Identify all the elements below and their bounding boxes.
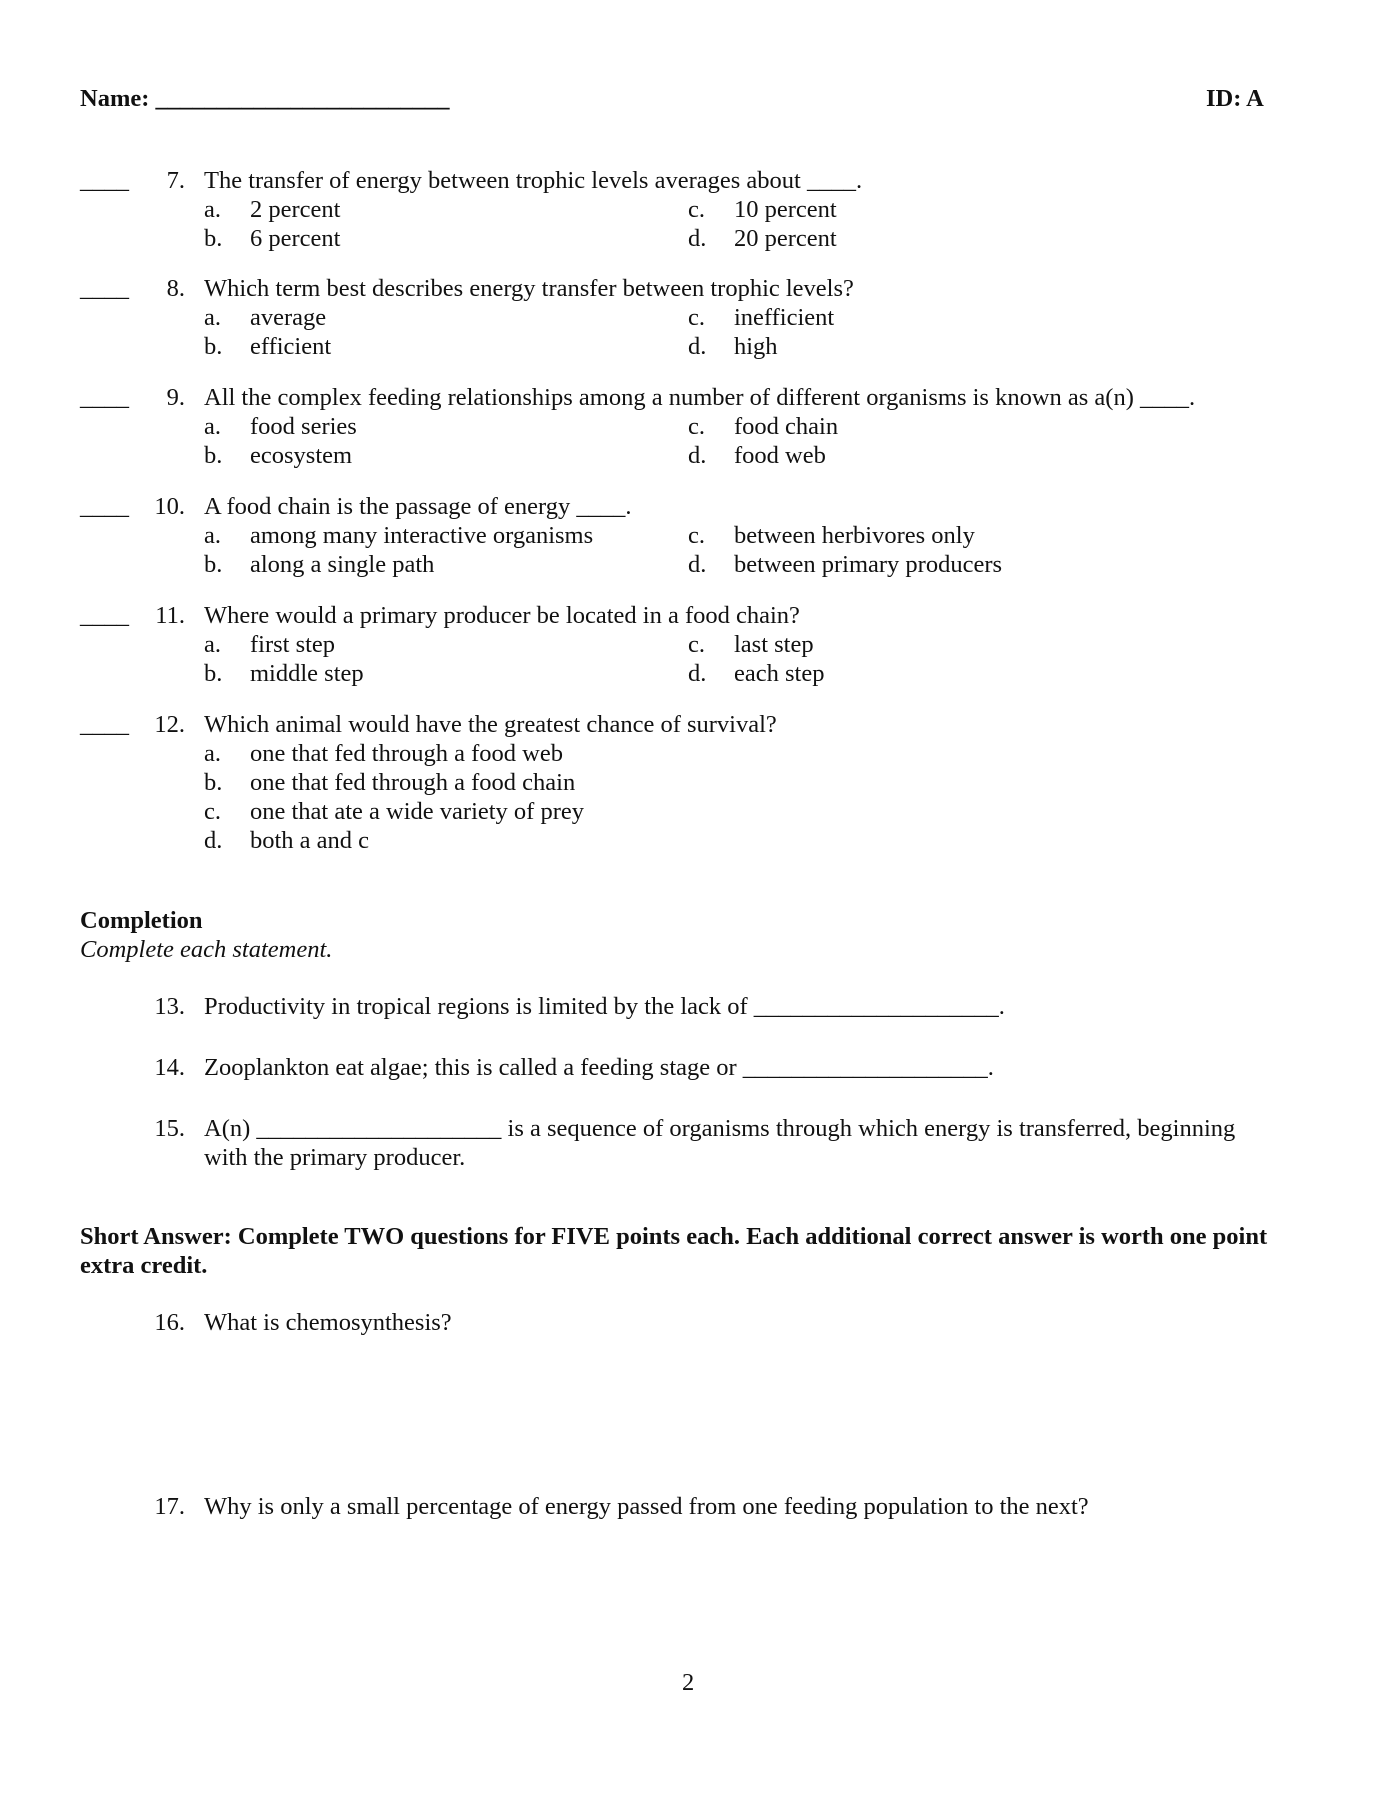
completion-instructions: Complete each statement.: [80, 936, 333, 963]
question-text: Which term best describes energy transfer between trophic levels?: [204, 275, 854, 302]
question-text: Productivity in tropical regions is limited by the lack of ____________________.: [204, 993, 1005, 1020]
choice-text: both a and c: [250, 827, 370, 854]
question-text: The transfer of energy between trophic levels averages about ____.: [204, 167, 863, 194]
choice-letter: b.: [204, 225, 223, 252]
choice-letter: d.: [688, 225, 707, 252]
choice-letter: d.: [688, 660, 707, 687]
choice-letter: d.: [688, 551, 707, 578]
choice-letter: c.: [688, 196, 705, 223]
question-number: 10.: [154, 493, 185, 520]
page-number: 2: [682, 1669, 695, 1696]
answer-blank: ____: [80, 384, 129, 411]
id-field: [1206, 84, 1264, 113]
question-number: 8.: [166, 275, 185, 302]
choice-letter: c.: [688, 522, 705, 549]
question-text: Zooplankton eat algae; this is called a feeding stage or ____________________.: [204, 1054, 994, 1081]
choice-text: food chain: [734, 413, 839, 440]
question-text: All the complex feeding relationships among a number of different organisms is known as a(n) ____.: [204, 384, 1196, 411]
name-field: [80, 84, 450, 113]
question-number: 17.: [154, 1493, 185, 1520]
short-answer-heading-continued: extra credit.: [80, 1252, 208, 1279]
question-number: 9.: [166, 384, 185, 411]
choice-letter: a.: [204, 740, 221, 767]
choice-letter: b.: [204, 660, 223, 687]
choice-letter: d.: [688, 333, 707, 360]
choice-text: high: [734, 333, 778, 360]
choice-text: 10 percent: [734, 196, 837, 223]
choice-letter: b.: [204, 551, 223, 578]
choice-letter: c.: [688, 304, 705, 331]
choice-letter: b.: [204, 442, 223, 469]
name-label: Name:: [80, 85, 150, 112]
choice-letter: c.: [204, 798, 221, 825]
choice-letter: b.: [204, 769, 223, 796]
choice-letter: b.: [204, 333, 223, 360]
choice-letter: a.: [204, 304, 221, 331]
short-answer-heading: Short Answer: Complete TWO questions for FIVE points each. Each additional correct answer is worth one point: [80, 1223, 1268, 1250]
question-number: 16.: [154, 1309, 185, 1336]
question-text: A(n) ____________________ is a sequence of organisms through which energy is transferred, beginning: [204, 1115, 1236, 1142]
answer-blank: ____: [80, 711, 129, 738]
choice-letter: a.: [204, 522, 221, 549]
question-text: Why is only a small percentage of energy passed from one feeding population to the next?: [204, 1493, 1089, 1520]
choice-text: middle step: [250, 660, 364, 687]
answer-blank: ____: [80, 493, 129, 520]
choice-text: average: [250, 304, 327, 331]
choice-text: one that ate a wide variety of prey: [250, 798, 585, 825]
name-blank: ________________________: [155, 85, 450, 112]
choice-text: inefficient: [734, 304, 835, 331]
answer-blank: ____: [80, 275, 129, 302]
choice-text: last step: [734, 631, 814, 658]
choice-text: food series: [250, 413, 357, 440]
choice-letter: a.: [204, 196, 221, 223]
question-text: Where would a primary producer be located in a food chain?: [204, 602, 800, 629]
choice-letter: a.: [204, 413, 221, 440]
choice-text: one that fed through a food web: [250, 740, 563, 767]
question-text: A food chain is the passage of energy ____.: [204, 493, 632, 520]
choice-text: along a single path: [250, 551, 435, 578]
question-text: Which animal would have the greatest chance of survival?: [204, 711, 777, 738]
choice-text: 20 percent: [734, 225, 837, 252]
question-number: 12.: [154, 711, 185, 738]
id-value: A: [1246, 85, 1264, 112]
choice-letter: c.: [688, 631, 705, 658]
choice-text: ecosystem: [250, 442, 353, 469]
answer-blank: ____: [80, 167, 129, 194]
choice-text: 2 percent: [250, 196, 341, 223]
choice-text: among many interactive organisms: [250, 522, 594, 549]
question-number: 11.: [155, 602, 185, 629]
choice-text: food web: [734, 442, 826, 469]
choice-letter: d.: [204, 827, 223, 854]
question-text: What is chemosynthesis?: [204, 1309, 452, 1336]
question-number: 7.: [166, 167, 185, 194]
choice-text: each step: [734, 660, 825, 687]
id-label: ID:: [1206, 85, 1242, 112]
question-number: 13.: [154, 993, 185, 1020]
choice-letter: c.: [688, 413, 705, 440]
answer-blank: ____: [80, 602, 129, 629]
question-number: 14.: [154, 1054, 185, 1081]
question-text-continued: with the primary producer.: [204, 1144, 466, 1171]
choice-text: first step: [250, 631, 336, 658]
completion-heading: Completion: [80, 907, 203, 934]
choice-text: one that fed through a food chain: [250, 769, 576, 796]
choice-letter: a.: [204, 631, 221, 658]
choice-text: between herbivores only: [734, 522, 975, 549]
choice-text: between primary producers: [734, 551, 1003, 578]
question-number: 15.: [154, 1115, 185, 1142]
choice-text: 6 percent: [250, 225, 341, 252]
choice-text: efficient: [250, 333, 332, 360]
choice-letter: d.: [688, 442, 707, 469]
